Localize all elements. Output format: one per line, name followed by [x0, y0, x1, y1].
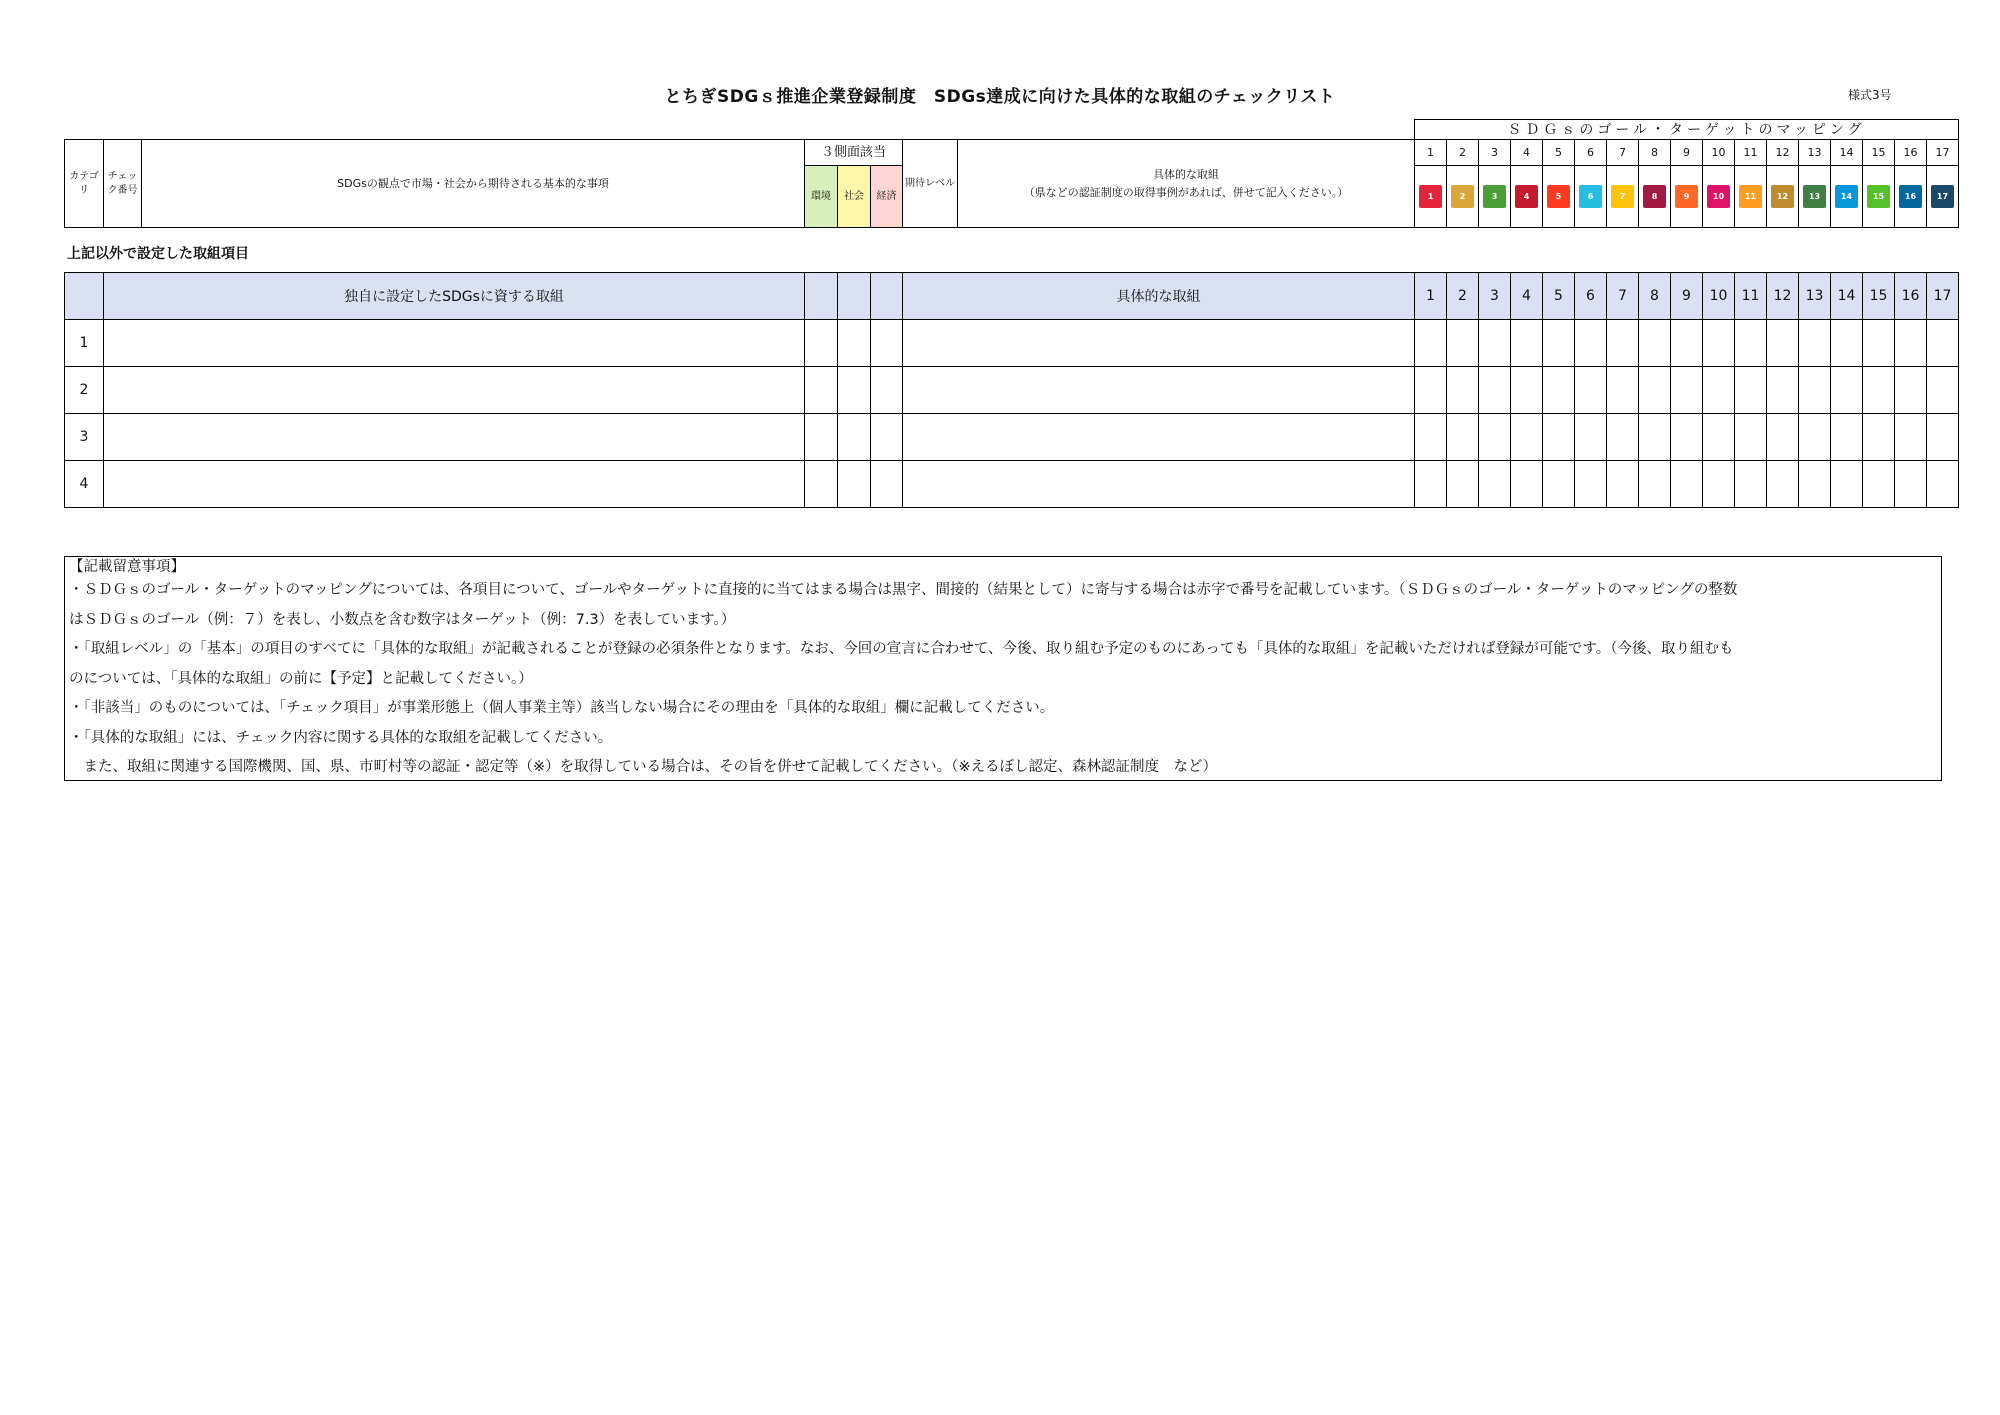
goal-number: 14: [1831, 140, 1863, 166]
aspect-soc-cell[interactable]: [838, 414, 871, 461]
goal-number: 12: [1767, 140, 1799, 166]
goal-mapping-cell[interactable]: [1447, 414, 1479, 461]
concrete-header-note: （県などの認証制度の取得事例があれば、併せて記入ください。）: [1023, 185, 1349, 199]
row-number: 4: [65, 461, 104, 508]
goal-mapping-cell[interactable]: [1415, 461, 1447, 508]
row-number-header: [65, 273, 104, 320]
goal-mapping-cell[interactable]: [1735, 367, 1767, 414]
goal-mapping-cell[interactable]: [1479, 461, 1511, 508]
life-below-water-icon: 14: [1835, 185, 1858, 208]
notes-line: ・「非該当」のものについては、「チェック項目」が事業形態上（個人事業主等）該当しない場合にその理由を「具体的な取組」欄に記載してください。: [69, 700, 1055, 716]
goal-mapping-cell[interactable]: [1863, 461, 1895, 508]
goal-icon-cell: [1895, 166, 1927, 228]
goal-mapping-cell[interactable]: [1607, 320, 1639, 367]
concrete-initiative-cell[interactable]: [903, 461, 1415, 508]
form-number: 様式3号: [1848, 88, 1892, 102]
aspect-env-header: [805, 273, 838, 320]
goal-mapping-cell[interactable]: [1511, 461, 1543, 508]
goal-mapping-cell[interactable]: [1415, 414, 1447, 461]
aspect-eco-cell[interactable]: [871, 414, 903, 461]
goal-mapping-cell[interactable]: [1575, 414, 1607, 461]
table-row: [65, 461, 1959, 508]
goal-mapping-cell[interactable]: [1511, 367, 1543, 414]
goal-mapping-cell[interactable]: [1927, 461, 1959, 508]
goal-mapping-cell[interactable]: [1575, 320, 1607, 367]
row-number: 1: [65, 320, 104, 367]
check-number-header: チェック番号: [104, 140, 142, 228]
aspect-environment: 環境: [805, 166, 838, 228]
aspect-soc-cell[interactable]: [838, 367, 871, 414]
goal-number: 10: [1703, 140, 1735, 166]
goal-number: 9: [1671, 273, 1703, 320]
good-health-icon: 3: [1483, 185, 1506, 208]
goal-mapping-cell[interactable]: [1671, 320, 1703, 367]
aspect-eco-cell[interactable]: [871, 461, 903, 508]
expect-level-header: 期待レベル: [903, 140, 958, 228]
gender-equality-icon: 5: [1547, 185, 1570, 208]
goal-mapping-cell[interactable]: [1575, 461, 1607, 508]
goal-mapping-cell[interactable]: [1639, 367, 1671, 414]
goal-mapping-cell[interactable]: [1447, 367, 1479, 414]
goal-number: 11: [1735, 140, 1767, 166]
goal-mapping-cell[interactable]: [1511, 414, 1543, 461]
goal-mapping-cell[interactable]: [1767, 320, 1799, 367]
goal-mapping-cell[interactable]: [1639, 320, 1671, 367]
aspect-economy: 経済: [871, 166, 903, 228]
zero-hunger-icon: 2: [1451, 185, 1474, 208]
goal-icon-cell: [1735, 166, 1767, 228]
goal-icon-cell: [1639, 166, 1671, 228]
goal-mapping-cell[interactable]: [1863, 320, 1895, 367]
goal-mapping-cell[interactable]: [1703, 461, 1735, 508]
goal-mapping-cell[interactable]: [1703, 367, 1735, 414]
aspect-eco-header: [871, 273, 903, 320]
goal-icon-cell: [1799, 166, 1831, 228]
goal-number: 16: [1895, 273, 1927, 320]
goal-mapping-cell[interactable]: [1863, 367, 1895, 414]
row-number: 2: [65, 367, 104, 414]
goal-mapping-cell[interactable]: [1767, 461, 1799, 508]
goal-number: 4: [1511, 273, 1543, 320]
concrete-initiative-cell[interactable]: [903, 414, 1415, 461]
goal-mapping-cell[interactable]: [1735, 320, 1767, 367]
table-row: [65, 367, 1959, 414]
goal-number: 4: [1511, 140, 1543, 166]
row-number: 3: [65, 414, 104, 461]
concrete-header: [958, 140, 1415, 228]
goal-mapping-cell[interactable]: [1479, 414, 1511, 461]
goal-number: 16: [1895, 140, 1927, 166]
goal-number: 5: [1543, 273, 1575, 320]
goal-mapping-cell[interactable]: [1543, 461, 1575, 508]
own-initiative-cell[interactable]: [104, 320, 805, 367]
goal-icon-cell: [1447, 166, 1479, 228]
aspect-society: 社会: [838, 166, 871, 228]
aspect-env-cell[interactable]: [805, 461, 838, 508]
life-on-land-icon: 15: [1867, 185, 1890, 208]
goal-number: 7: [1607, 140, 1639, 166]
goal-mapping-cell[interactable]: [1479, 367, 1511, 414]
goal-icon-cell: [1415, 166, 1447, 228]
goal-icon-cell: [1607, 166, 1639, 228]
industry-innovation-icon: 9: [1675, 185, 1698, 208]
concrete-initiative-header: 具体的な取組: [903, 273, 1415, 320]
goal-icon-cell: [1671, 166, 1703, 228]
own-initiative-cell[interactable]: [104, 367, 805, 414]
goal-mapping-cell[interactable]: [1927, 320, 1959, 367]
goal-number: 8: [1639, 140, 1671, 166]
no-poverty-icon: 1: [1419, 185, 1442, 208]
goal-mapping-cell[interactable]: [1671, 367, 1703, 414]
goal-mapping-cell[interactable]: [1415, 320, 1447, 367]
goal-number: 5: [1543, 140, 1575, 166]
notes-line: ・「具体的な取組」には、チェック内容に関する具体的な取組を記載してください。: [69, 729, 613, 746]
goal-number: 15: [1863, 140, 1895, 166]
goal-number: 3: [1479, 140, 1511, 166]
goal-icon-cell: [1927, 166, 1959, 228]
goal-mapping-cell[interactable]: [1447, 461, 1479, 508]
goal-number: 8: [1639, 273, 1671, 320]
aspect-eco-cell[interactable]: [871, 320, 903, 367]
custom-items-heading: 上記以外で設定した取組項目: [67, 246, 249, 262]
aspect-env-cell[interactable]: [805, 367, 838, 414]
clean-energy-icon: 7: [1611, 185, 1634, 208]
goal-mapping-cell[interactable]: [1543, 320, 1575, 367]
goal-mapping-cell[interactable]: [1671, 414, 1703, 461]
goal-icon-cell: [1511, 166, 1543, 228]
goal-number: 6: [1575, 140, 1607, 166]
notes-heading: 【記載留意事項】: [69, 559, 185, 575]
notes-box: [64, 556, 1942, 781]
goal-mapping-cell[interactable]: [1831, 414, 1863, 461]
quality-education-icon: 4: [1515, 185, 1538, 208]
goal-mapping-cell[interactable]: [1735, 461, 1767, 508]
goal-mapping-cell[interactable]: [1639, 414, 1671, 461]
goal-mapping-cell[interactable]: [1703, 414, 1735, 461]
goal-number: 13: [1799, 273, 1831, 320]
goal-icon-cell: [1863, 166, 1895, 228]
goal-mapping-cell[interactable]: [1799, 320, 1831, 367]
aspects-header: ３側面該当: [805, 140, 903, 166]
own-initiative-header: 独自に設定したSDGsに資する取組: [104, 273, 805, 320]
notes-line: はＳＤＧｓのゴール（例：７）を表し、小数点を含む数字はターゲット（例：7.3）を表しています。）: [69, 611, 736, 628]
goal-mapping-cell[interactable]: [1895, 461, 1927, 508]
sustainable-cities-icon: 11: [1739, 185, 1762, 208]
own-initiative-cell[interactable]: [104, 414, 805, 461]
goal-mapping-cell[interactable]: [1447, 320, 1479, 367]
goal-number: 12: [1767, 273, 1799, 320]
goal-mapping-cell[interactable]: [1575, 367, 1607, 414]
goal-number: 2: [1447, 140, 1479, 166]
basic-item-header: SDGsの観点で市場・社会から期待される基本的な事項: [142, 140, 805, 228]
goal-number: 6: [1575, 273, 1607, 320]
mapping-title: ＳＤＧｓのゴール・ターゲットのマッピング: [1415, 120, 1959, 140]
goal-number: 1: [1415, 273, 1447, 320]
goal-mapping-cell[interactable]: [1415, 367, 1447, 414]
goal-mapping-cell[interactable]: [1671, 461, 1703, 508]
goal-mapping-cell[interactable]: [1799, 367, 1831, 414]
checklist-header-table: [64, 119, 1959, 228]
goal-number: 15: [1863, 273, 1895, 320]
concrete-initiative-cell[interactable]: [903, 367, 1415, 414]
goal-icon-cell: [1703, 166, 1735, 228]
goal-number: 11: [1735, 273, 1767, 320]
goal-number: 2: [1447, 273, 1479, 320]
page-title: とちぎSDGｓ推進企業登録制度 SDGs達成に向けた具体的な取組のチェックリスト: [664, 87, 1336, 107]
notes-line: また、取組に関連する国際機関、国、県、市町村等の認証・認定等（※）を取得している場合は、その旨を併せて記載してください。（※えるぼし認定、森林認証制度 など）: [69, 759, 1218, 775]
aspect-soc-header: [838, 273, 871, 320]
table-row: [65, 320, 1959, 367]
goal-mapping-cell[interactable]: [1767, 414, 1799, 461]
goal-mapping-cell[interactable]: [1927, 367, 1959, 414]
goal-number: 10: [1703, 273, 1735, 320]
goal-mapping-cell[interactable]: [1831, 367, 1863, 414]
aspect-env-cell[interactable]: [805, 414, 838, 461]
notes-line: ・「取組レベル」の「基本」の項目のすべてに「具体的な取組」が記載されることが登録の必須条件となります。なお、今回の宣言に合わせて、今後、取り組む予定のものにあっても「具体的な取組」を記載いただければ登録が可能です。（今後、取り組むも: [69, 641, 1734, 657]
concrete-initiative-cell[interactable]: [903, 320, 1415, 367]
goal-number: 17: [1927, 140, 1959, 166]
goal-mapping-cell[interactable]: [1799, 461, 1831, 508]
own-initiative-cell[interactable]: [104, 461, 805, 508]
goal-number: 13: [1799, 140, 1831, 166]
goal-mapping-cell[interactable]: [1767, 367, 1799, 414]
goal-mapping-cell[interactable]: [1863, 414, 1895, 461]
goal-mapping-cell[interactable]: [1607, 414, 1639, 461]
clean-water-icon: 6: [1579, 185, 1602, 208]
goal-icon-cell: [1575, 166, 1607, 228]
goal-mapping-cell[interactable]: [1639, 461, 1671, 508]
goal-number: 17: [1927, 273, 1959, 320]
peace-justice-icon: 16: [1899, 185, 1922, 208]
category-header: カテゴリ: [65, 140, 104, 228]
aspect-eco-cell[interactable]: [871, 367, 903, 414]
concrete-header-title: 具体的な取組: [1153, 167, 1219, 181]
aspect-env-cell[interactable]: [805, 320, 838, 367]
goal-icon-cell: [1767, 166, 1799, 228]
goal-number: 3: [1479, 273, 1511, 320]
goal-mapping-cell[interactable]: [1735, 414, 1767, 461]
goal-mapping-cell[interactable]: [1511, 320, 1543, 367]
responsible-consumption-icon: 12: [1771, 185, 1794, 208]
goal-mapping-cell[interactable]: [1607, 461, 1639, 508]
decent-work-icon: 8: [1643, 185, 1666, 208]
notes-line: ・ＳＤＧｓのゴール・ターゲットのマッピングについては、各項目について、ゴールやターゲットに直接的に当てはまる場合は黒字、間接的（結果として）に寄与する場合は赤字で番号を記載しています。（ＳＤＧｓのゴール・ターゲットのマッピングの整数: [69, 582, 1738, 598]
goal-mapping-cell[interactable]: [1543, 367, 1575, 414]
reduced-inequalities-icon: 10: [1707, 185, 1730, 208]
goal-mapping-cell[interactable]: [1831, 320, 1863, 367]
goal-icon-cell: [1831, 166, 1863, 228]
goal-number: 9: [1671, 140, 1703, 166]
goal-icon-cell: [1543, 166, 1575, 228]
goal-mapping-cell[interactable]: [1927, 414, 1959, 461]
goal-mapping-cell[interactable]: [1479, 320, 1511, 367]
goal-mapping-cell[interactable]: [1543, 414, 1575, 461]
partnerships-icon: 17: [1931, 185, 1954, 208]
goal-number: 14: [1831, 273, 1863, 320]
notes-line: のについては、「具体的な取組」の前に【予定】と記載してください。）: [69, 670, 533, 687]
goal-mapping-cell[interactable]: [1895, 414, 1927, 461]
aspect-soc-cell[interactable]: [838, 320, 871, 367]
climate-action-icon: 13: [1803, 185, 1826, 208]
goal-mapping-cell[interactable]: [1895, 367, 1927, 414]
goal-mapping-cell[interactable]: [1607, 367, 1639, 414]
goal-mapping-cell[interactable]: [1895, 320, 1927, 367]
goal-mapping-cell[interactable]: [1831, 461, 1863, 508]
custom-items-table: [64, 272, 1959, 508]
goal-icon-cell: [1479, 166, 1511, 228]
goal-number: 1: [1415, 140, 1447, 166]
goal-mapping-cell[interactable]: [1703, 320, 1735, 367]
goal-mapping-cell[interactable]: [1799, 414, 1831, 461]
goal-number: 7: [1607, 273, 1639, 320]
table-row: [65, 414, 1959, 461]
aspect-soc-cell[interactable]: [838, 461, 871, 508]
